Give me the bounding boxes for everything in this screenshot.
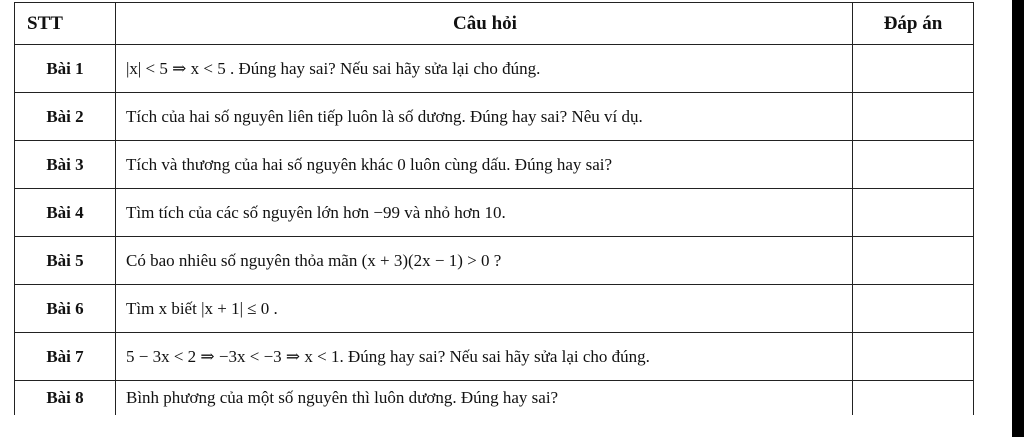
row-stt: Bài 5 — [15, 237, 116, 285]
row-stt: Bài 3 — [15, 141, 116, 189]
row-question: Có bao nhiêu số nguyên thỏa mãn (x + 3)(2x − 1) > 0 ? — [116, 237, 853, 285]
row-question: Tích của hai số nguyên liên tiếp luôn là số dương. Đúng hay sai? Nêu ví dụ. — [116, 93, 853, 141]
row-stt: Bài 4 — [15, 189, 116, 237]
row-answer[interactable] — [853, 189, 974, 237]
header-question: Câu hỏi — [116, 3, 853, 45]
row-question: Tìm tích của các số nguyên lớn hơn −99 và nhỏ hơn 10. — [116, 189, 853, 237]
row-question: Tích và thương của hai số nguyên khác 0 luôn cùng dấu. Đúng hay sai? — [116, 141, 853, 189]
row-question: |x| < 5 ⇒ x < 5 . Đúng hay sai? Nếu sai hãy sửa lại cho đúng. — [116, 45, 853, 93]
row-question: Bình phương của một số nguyên thì luôn dương. Đúng hay sai? — [116, 381, 853, 415]
row-question: Tìm x biết |x + 1| ≤ 0 . — [116, 285, 853, 333]
table-row — [15, 237, 974, 285]
row-stt: Bài 1 — [15, 45, 116, 93]
table-row — [15, 141, 974, 189]
table-row — [15, 45, 974, 93]
row-answer[interactable] — [853, 333, 974, 381]
row-answer[interactable] — [853, 381, 974, 415]
row-answer[interactable] — [853, 45, 974, 93]
table-row — [15, 333, 974, 381]
row-answer[interactable] — [853, 141, 974, 189]
row-question: 5 − 3x < 2 ⇒ −3x < −3 ⇒ x < 1. Đúng hay sai? Nếu sai hãy sửa lại cho đúng. — [116, 333, 853, 381]
row-stt: Bài 2 — [15, 93, 116, 141]
table-row — [15, 93, 974, 141]
row-answer[interactable] — [853, 285, 974, 333]
row-stt: Bài 8 — [15, 381, 116, 415]
row-stt: Bài 7 — [15, 333, 116, 381]
header-answer: Đáp án — [853, 3, 974, 45]
header-stt: STT — [15, 3, 116, 45]
table-header-row — [15, 3, 974, 45]
row-stt: Bài 6 — [15, 285, 116, 333]
table-row — [15, 285, 974, 333]
question-table — [14, 2, 974, 415]
screen-edge-bar — [1012, 0, 1024, 437]
row-answer[interactable] — [853, 237, 974, 285]
table-row — [15, 189, 974, 237]
table-row — [15, 381, 974, 415]
row-answer[interactable] — [853, 93, 974, 141]
